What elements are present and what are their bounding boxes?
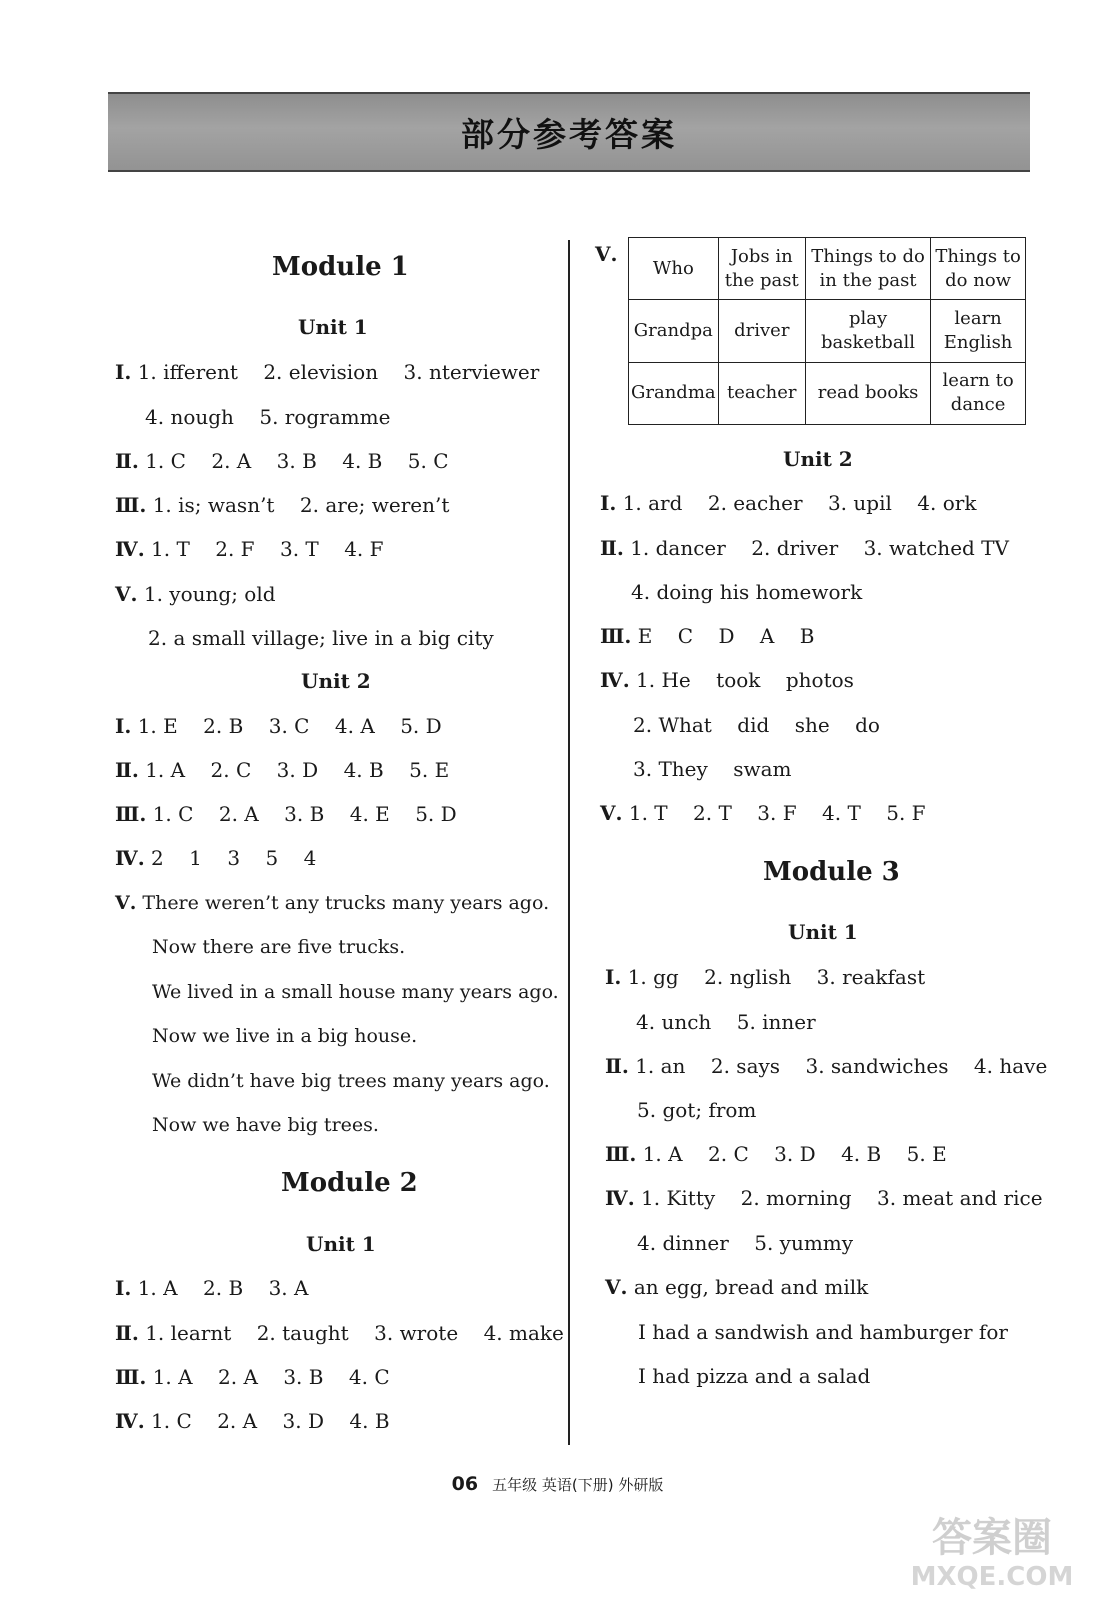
answer-line: Ⅲ. 1. is; wasn’t 2. are; weren’t xyxy=(115,493,450,517)
answer-line: Ⅴ. an egg, bread and milk xyxy=(605,1275,869,1299)
table-header-cell: Things to do now xyxy=(931,238,1026,300)
table-header-cell: Things to do in the past xyxy=(805,238,930,300)
answer-line: I had a sandwish and hamburger for xyxy=(638,1320,1008,1344)
answer-line: We didn’t have big trees many years ago. xyxy=(152,1070,550,1092)
answer-line: Ⅰ. 1. A 2. B 3. A xyxy=(115,1276,309,1300)
answer-line: 4. dinner 5. yummy xyxy=(637,1231,854,1255)
answer-line: Now there are five trucks. xyxy=(152,936,406,958)
table-header-cell: Jobs in the past xyxy=(718,238,805,300)
answer-line: I had pizza and a salad xyxy=(638,1364,871,1388)
answer-line: Ⅲ. E C D A B xyxy=(600,624,815,648)
table-header-cell: Who xyxy=(629,238,719,300)
table-cell: play basketball xyxy=(805,300,930,362)
table-cell: learn to dance xyxy=(931,362,1026,424)
table-cell: teacher xyxy=(718,362,805,424)
answer-line: 4. doing his homework xyxy=(631,580,863,604)
answer-line: Ⅱ. 1. dancer 2. driver 3. watched TV xyxy=(600,536,1009,560)
table-header-row xyxy=(629,238,1026,300)
page-footer xyxy=(0,1473,1115,1495)
table-row xyxy=(629,362,1026,424)
answer-table xyxy=(628,237,1026,425)
answer-line: 5. got; from xyxy=(637,1098,757,1122)
module-1-unit-1-title: Unit 1 xyxy=(298,315,368,339)
header-banner xyxy=(108,92,1030,172)
module-2-unit-1-title: Unit 1 xyxy=(306,1232,376,1256)
answer-line: Ⅴ. 1. T 2. T 3. F 4. T 5. F xyxy=(600,801,926,825)
answer-line: Ⅰ. 1. E 2. B 3. C 4. A 5. D xyxy=(115,714,442,738)
answer-line: Ⅲ. 1. A 2. C 3. D 4. B 5. E xyxy=(605,1142,947,1166)
answer-line: Ⅳ. 1. T 2. F 3. T 4. F xyxy=(115,537,384,561)
section-v-label: Ⅴ. xyxy=(595,242,618,266)
module-1-unit-2-title: Unit 2 xyxy=(301,669,371,693)
module-2-unit-2-title: Unit 2 xyxy=(783,447,853,471)
table-cell: read books xyxy=(805,362,930,424)
answer-line: Ⅰ. 1. gg 2. nglish 3. reakfast xyxy=(605,965,926,989)
answer-line: Now we live in a big house. xyxy=(152,1025,418,1047)
page-number: 06 xyxy=(451,1473,479,1495)
answer-line: 4. nough 5. rogramme xyxy=(145,405,391,429)
svg-text:答案圈: 答案圈 xyxy=(932,1515,1052,1561)
answer-line: Ⅳ. 1. C 2. A 3. D 4. B xyxy=(115,1409,390,1433)
answer-line: Ⅰ. 1. ifferent 2. elevision 3. nterviewer xyxy=(115,360,540,384)
module-2-title: Module 2 xyxy=(281,1168,418,1198)
answer-line: 2. a small village; live in a big city xyxy=(148,626,494,650)
answer-line: Ⅲ. 1. C 2. A 3. B 4. E 5. D xyxy=(115,802,457,826)
table-cell: Grandma xyxy=(629,362,719,424)
answer-line: Ⅴ. 1. young; old xyxy=(115,582,276,606)
footer-book-info: 五年级 英语(下册) 外研版 xyxy=(492,1476,664,1494)
module-3-unit-1-title: Unit 1 xyxy=(788,920,858,944)
answer-line: Ⅱ. 1. learnt 2. taught 3. wrote 4. make xyxy=(115,1321,564,1345)
answer-line: Ⅳ. 1. Kitty 2. morning 3. meat and rice xyxy=(605,1186,1043,1210)
answer-line: Ⅲ. 1. A 2. A 3. B 4. C xyxy=(115,1365,390,1389)
answer-line: 3. They swam xyxy=(633,757,792,781)
answer-line: 4. unch 5. inner xyxy=(636,1010,816,1034)
svg-text:MXQE.COM: MXQE.COM xyxy=(910,1562,1074,1592)
answer-line: Ⅱ. 1. C 2. A 3. B 4. B 5. C xyxy=(115,449,449,473)
page-title: 部分参考答案 xyxy=(461,114,677,154)
answer-line: Ⅴ. There weren’t any trucks many years ago. xyxy=(115,892,550,914)
answer-line: Ⅳ. 2 1 3 5 4 xyxy=(115,846,317,870)
module-1-title: Module 1 xyxy=(272,252,409,282)
answer-line: 2. What did she do xyxy=(633,713,880,737)
table-cell: driver xyxy=(718,300,805,362)
answer-line: Ⅱ. 1. an 2. says 3. sandwiches 4. have xyxy=(605,1054,1048,1078)
answer-line: Ⅳ. 1. He took photos xyxy=(600,668,854,692)
answer-line: Ⅱ. 1. A 2. C 3. D 4. B 5. E xyxy=(115,758,450,782)
answer-line: Now we have big trees. xyxy=(152,1114,379,1136)
watermark-logo xyxy=(890,1505,1095,1593)
table-row xyxy=(629,300,1026,362)
column-divider xyxy=(568,240,570,1445)
module-3-title: Module 3 xyxy=(763,857,900,887)
answer-line: We lived in a small house many years ago. xyxy=(152,981,559,1003)
table-cell: Grandpa xyxy=(629,300,719,362)
table-cell: learn English xyxy=(931,300,1026,362)
answer-line: Ⅰ. 1. ard 2. eacher 3. upil 4. ork xyxy=(600,491,977,515)
